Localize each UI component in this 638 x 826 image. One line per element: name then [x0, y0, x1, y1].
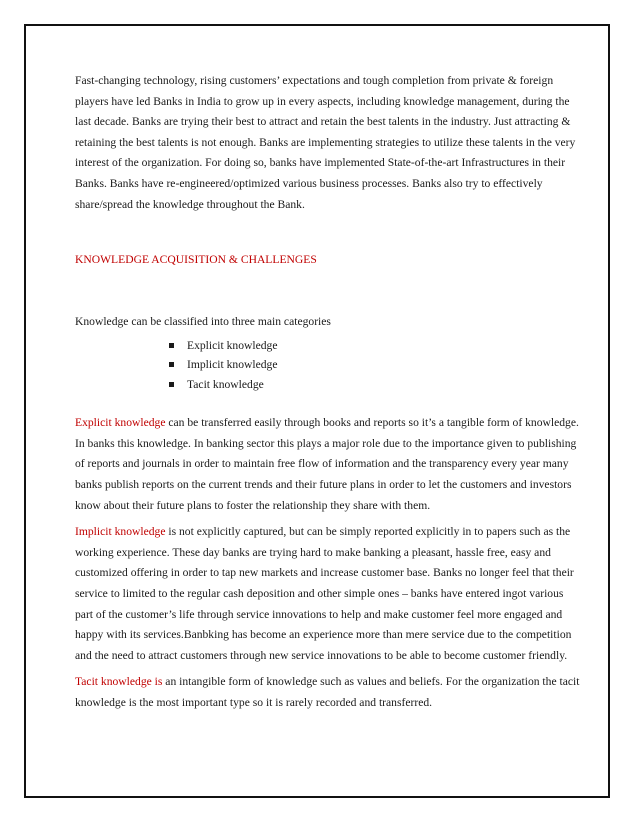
classification-intro: Knowledge can be classified into three main categories: [75, 315, 331, 329]
intro-paragraph: Fast-changing technology, rising customers’ expectations and tough completion from private & foreign players have led Banks in India to grow up in every aspects, including knowledge management, during the last decade. Banks are trying their best to attract and retain the best talents in the industry. Just attracting & retaining the best talents is not enough. Banks are implementing strategies to utilize these talents in the very interest of the organization. For doing so, banks have implemented State-of-the-art Infrastructures in their Banks. Banks have re-engineered/optimized various business processes. Banks also try to effectively share/spread the knowledge throughout the Bank.: [75, 74, 576, 211]
implicit-paragraph: [75, 522, 580, 666]
explicit-term: Explicit knowledge: [75, 416, 166, 430]
explicit-text: can be transferred easily through books and reports so it’s a tangible form of knowledge. In banks this knowledge. In banking sector this plays a major role due to the importance given to publishing of reports and journals in order to maintain free flow of information and the transparency every year many banks publish reports on the current trends and their future plans in order to let the customers and investors know about their future plans to foster the relationship they share with them.: [75, 416, 579, 512]
category-label: Explicit knowledge: [187, 338, 278, 352]
category-label: Tacit knowledge: [187, 377, 264, 391]
implicit-text: is not explicitly captured, but can be simply reported explicitly in to papers such as the working experience. These day banks are trying hard to make banking a pleasant, hassle free, easy and customized offering in order to tap new markets and increase customer base. Banks no longer feel that their service to limited to the regular cash deposition and other simple ones – banks have entered ingot various part of the customer’s life through service innovations to help and make customer feel more engaged and happy with its services.Banbking has become an experience more than mere service due to the competition and the need to attract customers through new service innovations to be able to become customer friendly.: [75, 525, 574, 662]
implicit-term: Implicit knowledge: [75, 525, 166, 539]
tacit-text: an intangible form of knowledge such as values and beliefs. For the organization the tacit knowledge is the most important type so it is rarely recorded and transferred.: [75, 675, 580, 709]
list-item: [75, 375, 580, 395]
list-item: [75, 336, 580, 356]
bullet-icon: [169, 382, 174, 387]
category-label: Implicit knowledge: [187, 358, 278, 372]
tacit-term: Tacit knowledge is: [75, 675, 163, 689]
explicit-paragraph: [75, 413, 580, 516]
tacit-paragraph: [75, 672, 580, 713]
bullet-icon: [169, 343, 174, 348]
bullet-icon: [169, 362, 174, 367]
list-item: [75, 355, 580, 375]
category-list: [75, 336, 580, 395]
section-heading: KNOWLEDGE ACQUISITION & CHALLENGES: [75, 253, 317, 267]
document-body: [75, 71, 580, 714]
